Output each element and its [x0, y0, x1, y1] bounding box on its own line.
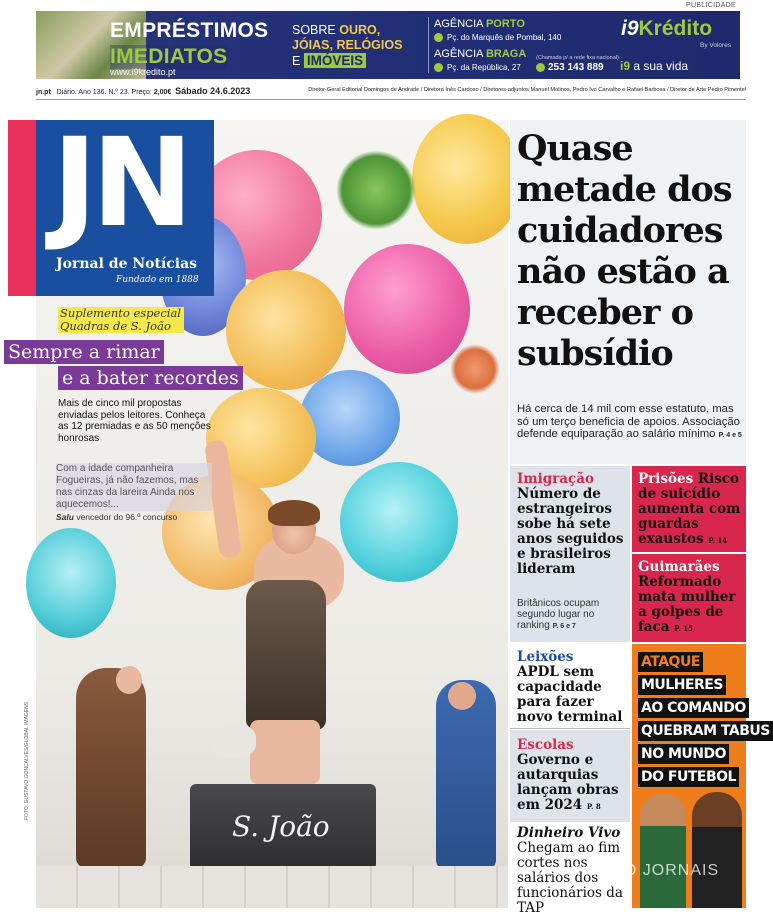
- cover-title-line2[interactable]: e a bater recordes: [58, 366, 243, 390]
- ad-sobre-ouro: OURO,: [339, 23, 381, 37]
- teal-lantern: [26, 528, 116, 638]
- players-photo: [640, 794, 686, 908]
- founded-line: Fundado em 1888: [116, 275, 199, 285]
- price: 2,00€: [153, 89, 172, 96]
- statue-legs: [250, 720, 320, 784]
- ad-phone-number: 253 143 889: [548, 62, 604, 73]
- ad-agency-porto-city: PORTO: [485, 18, 525, 30]
- ataque-line: QUEBRAM TABUS: [638, 721, 773, 741]
- guimaraes-head: Reformado mata mulher a golpes de faca: [638, 574, 736, 635]
- gold-lantern: [226, 270, 346, 390]
- players-photo-2: [692, 792, 742, 908]
- author-name: Salu: [56, 512, 74, 522]
- story-guimaraes[interactable]: [638, 560, 744, 636]
- green-decoration: [336, 150, 416, 230]
- lead-page-ref: P. 4 e 5: [718, 432, 742, 439]
- escolas-kicker: Escolas: [517, 737, 574, 753]
- ad-sobre-text: [292, 23, 422, 69]
- imigracao-subtext: [517, 598, 625, 632]
- lead-text: [517, 403, 745, 443]
- ad-banner[interactable]: [36, 11, 740, 79]
- escolas-head: Governo e autarquias lançam obras em 2024: [517, 752, 619, 813]
- ad-divider: [428, 17, 429, 73]
- staff-credits: Diretor-Geral Editorial Domingos de Andrade / Diretora Inês Cardoso / Diretores-adjuntos Manuel Molinos, Pedro Ivo Carvalho e Rafael Barbosa / Diretor de Arte Pedro Pimentel: [308, 87, 746, 93]
- cover-title-line1[interactable]: Sempre a rimar: [4, 340, 164, 364]
- ad-agency-porto: [434, 18, 525, 30]
- story-escolas[interactable]: [510, 730, 630, 822]
- author-note: vencedor do 96.º concurso: [76, 512, 178, 522]
- ad-sobre-prefix: SOBRE: [292, 23, 336, 37]
- gold-lantern: [412, 114, 522, 244]
- map-pin-icon: [434, 33, 443, 42]
- ataque-line: NO MUNDO: [638, 744, 729, 764]
- ataque-line: AO COMANDO: [638, 698, 749, 718]
- imigracao-head-text: Número de estrangeiros sobe há sete anos seguidos e brasileiros lideram: [517, 486, 624, 577]
- ataque-line: DO FUTEBOL: [638, 767, 739, 787]
- ad-brand-by: By Volores: [700, 42, 732, 49]
- jn-logo[interactable]: JN: [52, 112, 188, 254]
- ad-agency-label: AGÊNCIA: [434, 18, 483, 30]
- photo-credit: FOTO: GUSTAVO GONÇALVES/GLOBAL IMAGENS: [24, 701, 30, 820]
- masthead-accent-bar: [8, 120, 36, 296]
- prisoes-page-ref: P. 14: [708, 536, 728, 545]
- newspaper-name: [56, 256, 197, 272]
- floor-tiles: [36, 866, 508, 908]
- dv-kicker: Dinheiro Vivo: [517, 825, 621, 841]
- ad-slogan-i9: i9: [620, 59, 631, 73]
- divider: [36, 99, 746, 100]
- imigracao-sub-text: Britânicos ocupam segundo lugar no ranking: [517, 598, 600, 631]
- ataque-line: MULHERES: [638, 675, 726, 695]
- ad-sobre-imoveis: IMÓVEIS: [304, 53, 366, 68]
- phone-icon: [536, 63, 545, 72]
- guimaraes-kicker: Guimarães: [638, 559, 720, 575]
- ad-brand-kredito: Krédito: [638, 17, 713, 40]
- ad-slogan: [620, 59, 688, 73]
- ad-agency-braga-city: BRAGA: [485, 48, 527, 60]
- prisoes-head: Risco de suicídio aumenta com guardas exaustos: [638, 471, 741, 547]
- ad-agency-label-2: AGÊNCIA: [434, 48, 483, 60]
- cover-description: Mais de cinco mil propostas enviadas pelos leitores. Conheça as 12 premiadas e as 50 menções honrosas: [58, 398, 211, 444]
- blue-lantern: [300, 370, 400, 466]
- edition-info: [36, 86, 250, 96]
- winning-quadra: Com a idade companheira Fogueiras, já não fazemos, mas nas cinzas da lareira Ainda nos aquecemos!...: [56, 463, 212, 511]
- leixoes-head: APDL sem capacidade para fazer novo terminal: [517, 664, 623, 725]
- map-pin-icon: [434, 63, 443, 72]
- st-peter-head: [448, 682, 476, 710]
- quadra-author: [56, 512, 177, 522]
- ad-brand-logo: [621, 17, 712, 41]
- ad-slogan-rest: a sua vida: [633, 59, 689, 73]
- teal-lantern: [340, 462, 458, 582]
- ad-sobre-line2: JÓIAS, RELÓGIOS: [292, 38, 403, 52]
- ad-headline-2: IMEDIATOS: [110, 45, 228, 68]
- imigracao-page-ref: P. 6 e 7: [552, 623, 576, 630]
- watermark: KIOSKO JORNAIS: [570, 862, 720, 879]
- escolas-headline: [510, 730, 630, 814]
- statue-hair: [268, 500, 320, 526]
- ad-brand-i9: i9: [621, 17, 639, 40]
- advertising-label: PUBLICIDADE: [686, 2, 736, 9]
- ad-phone[interactable]: [536, 62, 604, 73]
- ad-porto-address-text: Pç. do Marquês de Pombal, 140: [447, 33, 562, 42]
- escolas-page-ref: P. 8: [586, 802, 601, 811]
- lead-headline[interactable]: Quase metade dos cuidadores não estão a receber o subsídio: [517, 128, 732, 374]
- supplement-kicker: Suplemento especial Quadras de S. João: [58, 307, 184, 333]
- ad-agency-braga: [434, 48, 526, 60]
- lead-text-body: Há cerca de 14 mil com esse estatuto, mas só um terço beneficia de apoios. Associação defende equiparação ao salário mínimo: [517, 403, 740, 440]
- divider: [510, 728, 630, 729]
- guimaraes-page-ref: P. 15: [674, 624, 693, 633]
- ad-headline-1: EMPRÉSTIMOS: [110, 19, 269, 42]
- flower-decoration: [450, 344, 500, 394]
- imigracao-headline: [517, 472, 627, 577]
- ad-porto-address: [434, 33, 561, 42]
- statue-base-label: S. João: [232, 810, 330, 843]
- site-url[interactable]: jn.pt: [36, 89, 51, 96]
- leixoes-kicker: Leixões: [517, 649, 574, 665]
- dv-head: Chegam ao fim cortes nos salários dos funcionários da TAP: [517, 840, 623, 916]
- statue-tunic: [246, 580, 326, 730]
- st-anthony-statue: [76, 668, 146, 868]
- lamb-figure: [212, 724, 256, 758]
- prisoes-kicker: Prisões: [638, 471, 694, 487]
- st-anthony-head: [116, 666, 142, 694]
- red-divider: [632, 552, 746, 554]
- ad-call-note: (Chamada p/ a rede fixa nacional): [536, 55, 619, 61]
- ad-braga-address: [434, 63, 521, 72]
- edition-text: Diário. Ano 136. N.º 23. Preço:: [56, 89, 152, 96]
- newspaper-name-text: Jornal de Notícias: [56, 256, 198, 272]
- ad-sobre-e: E: [292, 54, 301, 68]
- masthead-info-line: [36, 86, 746, 96]
- ad-url[interactable]: www.i9kredito.pt: [110, 67, 176, 77]
- ad-braga-address-text: Pç. da República, 27: [447, 63, 521, 72]
- imigracao-kicker: Imigração: [517, 471, 594, 487]
- issue-date: Sábado 24.6.2023: [175, 86, 251, 96]
- pink-lantern: [344, 244, 470, 374]
- story-prisoes[interactable]: [638, 472, 744, 548]
- ataque-kicker: ATAQUE: [638, 652, 703, 672]
